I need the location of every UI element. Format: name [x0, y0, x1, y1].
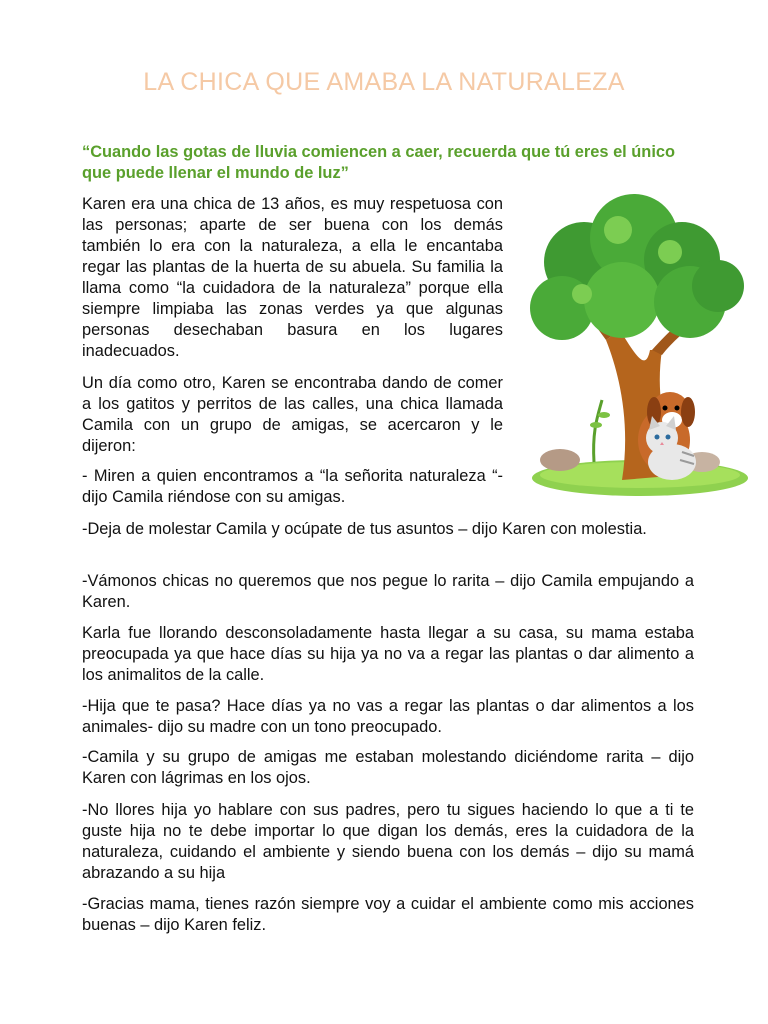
- sprout-icon: [594, 400, 602, 462]
- paragraph-9: -No llores hija yo hablare con sus padres, pero tu sigues haciendo lo que a ti te guste hija no te debe importar lo que digan los demás, eres la cuidadora de la naturaleza, cuidando el ambiente y siendo buena con los demás – dijo su mamá abrazando a su hija: [82, 801, 694, 882]
- paragraph-3: - Miren a quien encontramos a “la señorita naturaleza “- dijo Camila riéndose con su amigas.: [82, 467, 503, 506]
- paragraph-1: Karen era una chica de 13 años, es muy respetuosa con las personas; aparte de ser buena con los demás también lo era con la naturaleza, a ella le encantaba regar las plantas de la huerta de su abuela. Su familia la llama como “la cuidadora de la naturaleza” porque ella siempre limpiaba las zonas verdes ya que algunas personas desechaban basura en los lugares inadecuados.: [82, 195, 503, 360]
- paragraph-7: -Hija que te pasa? Hace días ya no vas a regar las plantas o dar alimentos a los animales- dijo su madre con un tono preocupado.: [82, 697, 694, 736]
- paragraph-8: -Camila y su grupo de amigas me estaban molestando diciéndome rarita – dijo Karen con lágrimas en los ojos.: [82, 748, 694, 787]
- paragraph-5: -Vámonos chicas no queremos que nos pegue lo rarita – dijo Camila empujando a Karen.: [82, 572, 694, 611]
- epigraph-quote: “Cuando las gotas de lluvia comiencen a caer, recuerda que tú eres el único que puede llenar el mundo de luz”: [82, 143, 675, 182]
- paragraph-4: -Deja de molestar Camila y ocúpate de tus asuntos – dijo Karen con molestia.: [82, 520, 647, 538]
- tree-with-pets-illustration: [522, 190, 752, 502]
- paragraph-6: Karla fue llorando desconsoladamente hasta llegar a su casa, su mama estaba preocupada ya que hace días su hija ya no va a regar las plantas o dar alimento a los animalitos de la calle.: [82, 624, 694, 684]
- document-title: LA CHICA QUE AMABA LA NATURALEZA: [143, 68, 625, 96]
- paragraph-10: -Gracias mama, tienes razón siempre voy a cuidar el ambiente como mis acciones buenas – dijo Karen feliz.: [82, 895, 694, 934]
- paragraph-2: Un día como otro, Karen se encontraba dando de comer a los gatitos y perritos de las calles, una chica llamada Camila con un grupo de amigas, se acercaron y le dijeron:: [82, 374, 503, 455]
- rock-left: [540, 449, 580, 471]
